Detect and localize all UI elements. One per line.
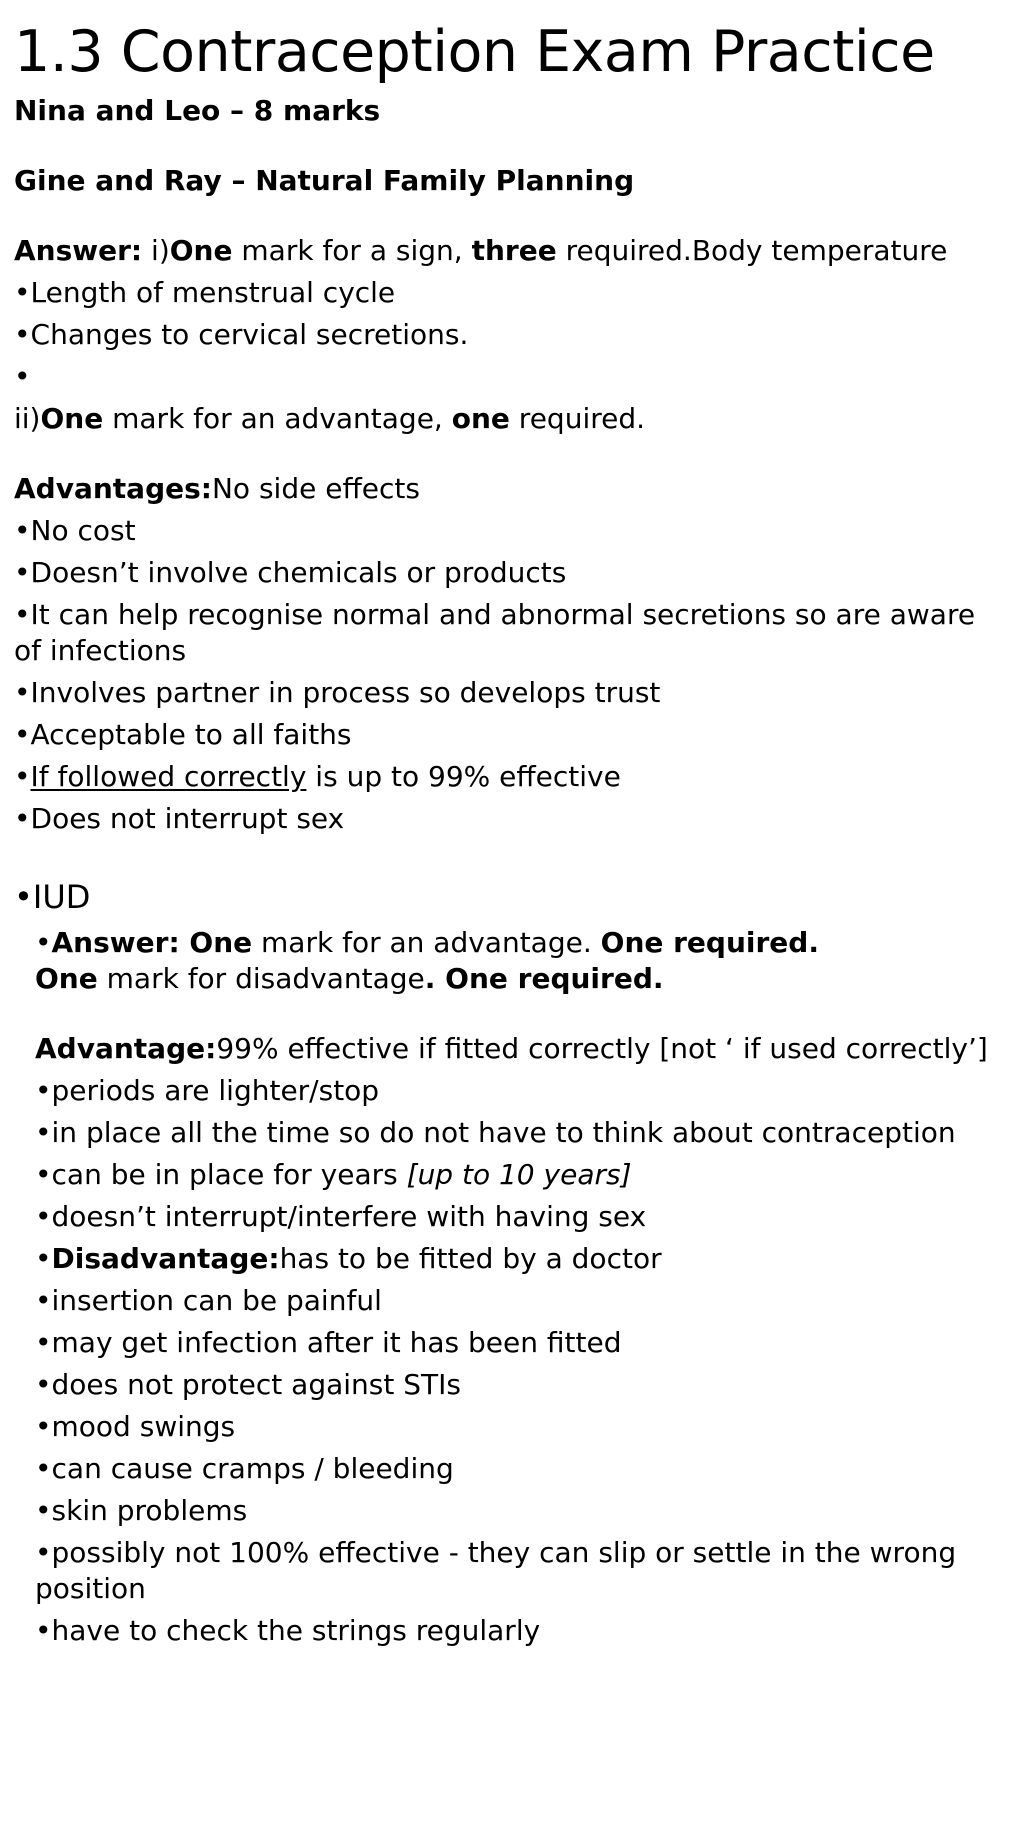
document-page [14,14,1004,1652]
iud-disadvantage-item: •skin problems [35,1494,248,1527]
advantage-item-effective: •If followed correctly is up to 99% effective [14,760,621,793]
answer-part-ii: ii)One mark for an advantage, one required. [14,402,646,435]
sign-item: •Length of menstrual cycle [14,276,396,309]
advantage-item: •Acceptable to all faiths [14,718,352,751]
advantage-item: •Doesn’t involve chemicals or products [14,556,567,589]
iud-answer-block [14,922,1004,1652]
advantage-item: •Involves partner in process so develops trust [14,676,661,709]
iud-disadvantage-item: •possibly not 100% effective - they can slip or settle in the wrong position [35,1536,957,1605]
sign-item: •Changes to cervical secretions. [14,318,469,351]
iud-advantage-item: •periods are lighter/stop [35,1074,380,1107]
iud-disadvantage-item: •have to check the strings regularly [35,1614,541,1647]
section-heading-gine-ray: Gine and Ray – Natural Family Planning [14,164,635,197]
advantage-item: •No cost [14,514,136,547]
iud-disadvantage-item: •insertion can be painful [35,1284,382,1317]
section-heading-nina-leo: Nina and Leo – 8 marks [14,94,381,127]
iud-disadvantage-item: •may get infection after it has been fitted [35,1326,622,1359]
sign-item: • [14,360,31,393]
iud-advantage-item: •doesn’t interrupt/interfere with having sex [35,1200,647,1233]
advantages-heading: Advantages:No side effects [14,472,420,505]
iud-disadvantage-heading: •Disadvantage:has to be fitted by a doctor [35,1242,662,1275]
advantage-item: •It can help recognise normal and abnormal secretions so are aware of infections [14,598,976,667]
answer-part-i: Answer: i)One mark for a sign, three required.Body temperature [14,234,948,267]
iud-answer: •Answer: One mark for an advantage. One required. One mark for disadvantage. One required. [35,926,819,995]
iud-disadvantage-item: •mood swings [35,1410,236,1443]
iud-disadvantage-item: •does not protect against STIs [35,1368,461,1401]
advantage-item: •Does not interrupt sex [14,802,345,835]
iud-advantage-item: •in place all the time so do not have to think about contraception [35,1116,956,1149]
iud-advantage-heading: Advantage:99% effective if fitted correctly [not ‘ if used correctly’] [35,1032,988,1065]
page-title: 1.3 Contraception Exam Practice [14,19,935,85]
iud-heading: •IUD [14,878,91,916]
iud-disadvantage-item: •can cause cramps / bleeding [35,1452,454,1485]
iud-advantage-item-years: •can be in place for years [up to 10 years] [35,1158,632,1191]
